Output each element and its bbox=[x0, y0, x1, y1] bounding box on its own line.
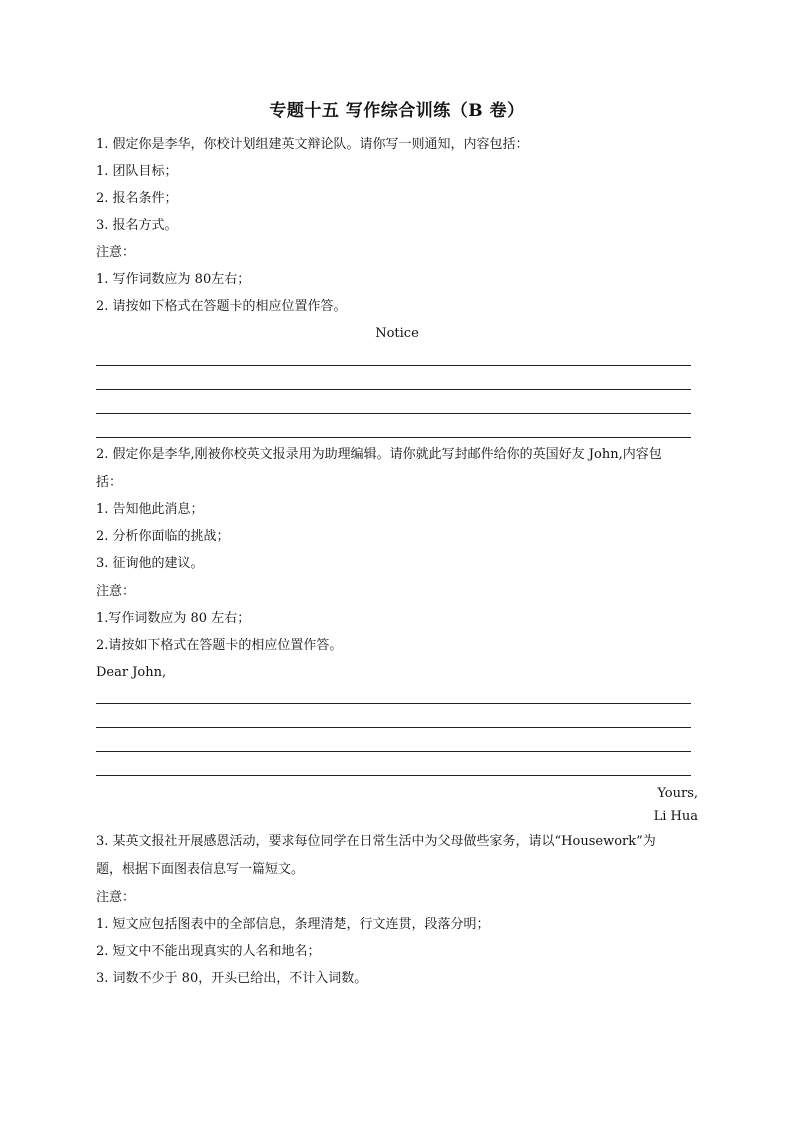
q2-answer-line-1 bbox=[96, 703, 691, 704]
q1-note-label: 注意： bbox=[96, 245, 136, 260]
q1-answer-line-2 bbox=[96, 389, 691, 390]
q2-answer-line-3 bbox=[96, 751, 691, 752]
q2-note-label: 注意： bbox=[96, 584, 136, 599]
q1-answer-line-3 bbox=[96, 413, 691, 414]
q3-note-2: 2. 短文中不能出现真实的人名和地名； bbox=[96, 944, 321, 959]
q2-item-2: 2. 分析你面临的挑战； bbox=[96, 529, 230, 544]
q1-item-1: 1. 团队目标； bbox=[96, 164, 178, 179]
q2-answer-line-4 bbox=[96, 775, 691, 776]
q2-note-2: 2.请按如下格式在答题卡的相应位置作答。 bbox=[96, 638, 343, 653]
q2-signature: Li Hua bbox=[653, 809, 698, 824]
q3-prompt-line-2: 题，根据下面图表信息写一篇短文。 bbox=[96, 862, 305, 877]
q3-note-1: 1. 短文应包括图表中的全部信息，条理清楚，行文连贯，段落分明； bbox=[96, 917, 490, 932]
q2-item-1: 1. 告知他此消息； bbox=[96, 502, 204, 517]
q1-note-2: 2. 请按如下格式在答题卡的相应位置作答。 bbox=[96, 299, 347, 314]
q2-note-1: 1.写作词数应为 80 左右； bbox=[96, 611, 251, 626]
q3-note-3: 3. 词数不少于 80，开头已给出，不计入词数。 bbox=[96, 971, 368, 986]
q2-answer-line-2 bbox=[96, 727, 691, 728]
q2-prompt-line-1: 2. 假定你是李华,刚被你校英文报录用为助理编辑。请你就此写封邮件给你的英国好友 John,内容包 bbox=[96, 447, 662, 462]
q1-note-1: 1. 写作词数应为 80左右； bbox=[96, 272, 251, 287]
q1-answer-line-4 bbox=[96, 437, 691, 438]
q2-closing: Yours, bbox=[657, 786, 698, 801]
q3-note-label: 注意： bbox=[96, 890, 136, 905]
q1-item-3: 3. 报名方式。 bbox=[96, 218, 178, 233]
q1-notice-heading: Notice bbox=[375, 326, 419, 341]
q1-item-2: 2. 报名条件； bbox=[96, 191, 178, 206]
page-title: 专题十五 写作综合训练（B 卷） bbox=[269, 101, 525, 121]
q3-prompt-line-1: 3. 某英文报社开展感恩活动，要求每位同学在日常生活中为父母做些家务，请以“Housework”为 bbox=[96, 834, 656, 849]
q1-prompt: 1. 假定你是李华，你校计划组建英文辩论队。请你写一则通知，内容包括： bbox=[96, 137, 529, 152]
q2-greeting: Dear John, bbox=[96, 665, 167, 680]
q2-item-3: 3. 征询他的建议。 bbox=[96, 556, 204, 571]
q1-answer-line-1 bbox=[96, 365, 691, 366]
q2-prompt-line-2: 括： bbox=[96, 475, 123, 490]
